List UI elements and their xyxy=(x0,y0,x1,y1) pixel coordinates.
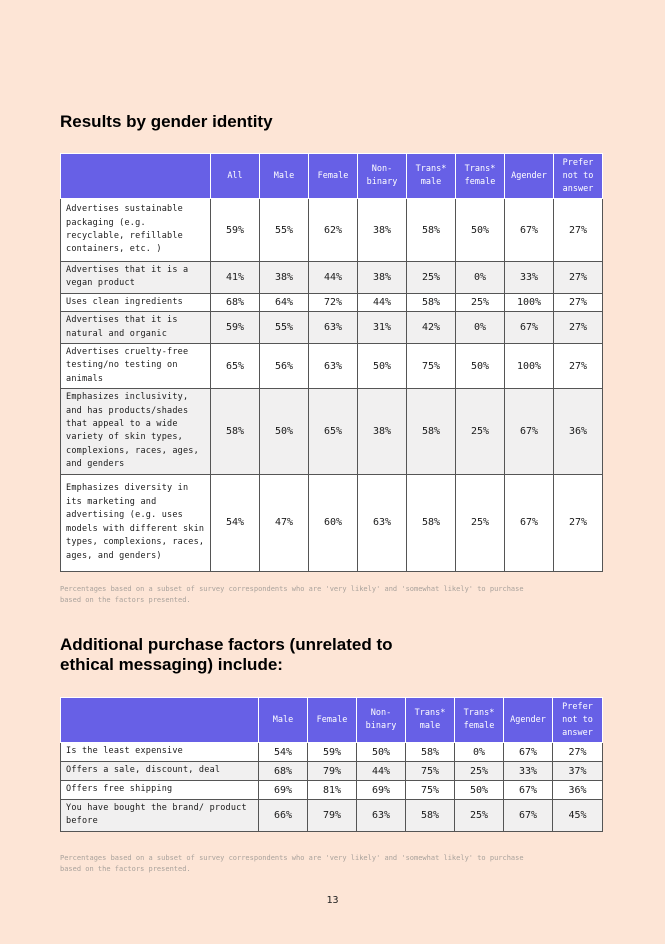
table-cell: 58% xyxy=(406,743,455,762)
row-label: Offers a sale, discount, deal xyxy=(61,762,259,781)
table-row xyxy=(61,293,603,311)
table-cell: 67% xyxy=(505,199,554,262)
header-agender: Agender xyxy=(504,698,553,743)
table-cell: 54% xyxy=(259,743,308,762)
table-cell: 27% xyxy=(554,293,603,311)
table-cell: 56% xyxy=(260,344,309,389)
table-cell: 79% xyxy=(308,762,357,781)
header-trans-male: Trans* male xyxy=(407,154,456,199)
table-cell: 59% xyxy=(211,312,260,344)
row-label: Advertises sustainable packaging (e.g. recyclable, refillable containers, etc. ) xyxy=(61,199,211,262)
row-label: Is the least expensive xyxy=(61,743,259,762)
header-trans-male: Trans* male xyxy=(406,698,455,743)
table-cell: 63% xyxy=(357,800,406,832)
table-cell: 62% xyxy=(309,199,358,262)
table-cell: 0% xyxy=(455,743,504,762)
table-row xyxy=(61,312,603,344)
table-row xyxy=(61,262,603,294)
table-cell: 67% xyxy=(505,474,554,571)
header-blank xyxy=(61,698,259,743)
table-row xyxy=(61,781,603,800)
footnote: Percentages based on a subset of survey correspondents who are 'very likely' and 'somewhat likely' to purchase based on the factors presented. xyxy=(60,854,524,873)
row-label: Advertises that it is natural and organic xyxy=(61,312,211,344)
header-agender: Agender xyxy=(505,154,554,199)
table-row xyxy=(61,199,603,262)
header-female: Female xyxy=(308,698,357,743)
header-blank xyxy=(61,154,211,199)
table-cell: 27% xyxy=(554,474,603,571)
table-cell: 47% xyxy=(260,474,309,571)
header-prefer-not: Prefer not to answer xyxy=(553,698,603,743)
header-female: Female xyxy=(309,154,358,199)
row-label: Offers free shipping xyxy=(61,781,259,800)
table-cell: 38% xyxy=(358,389,407,474)
table-cell: 100% xyxy=(505,293,554,311)
row-label: Emphasizes diversity in its marketing and advertising (e.g. uses models with different skin types, complexions, races, ages, and genders) xyxy=(61,474,211,571)
table-cell: 79% xyxy=(308,800,357,832)
table-cell: 25% xyxy=(407,262,456,294)
table-cell: 63% xyxy=(309,344,358,389)
table-cell: 67% xyxy=(505,389,554,474)
table-cell: 25% xyxy=(456,474,505,571)
table-cell: 38% xyxy=(358,262,407,294)
table-row xyxy=(61,800,603,832)
table-cell: 63% xyxy=(309,312,358,344)
table-row xyxy=(61,344,603,389)
table-cell: 44% xyxy=(357,762,406,781)
table-cell: 68% xyxy=(259,762,308,781)
table-cell: 50% xyxy=(260,389,309,474)
table-cell: 50% xyxy=(456,344,505,389)
table-cell: 27% xyxy=(554,262,603,294)
table-cell: 0% xyxy=(456,312,505,344)
section-title-additional: Additional purchase factors (unrelated to ethical messaging) include: xyxy=(60,635,393,674)
table-cell: 75% xyxy=(407,344,456,389)
table-cell: 72% xyxy=(309,293,358,311)
table-cell: 65% xyxy=(211,344,260,389)
table-cell: 50% xyxy=(357,743,406,762)
table-cell: 38% xyxy=(260,262,309,294)
table-cell: 27% xyxy=(553,743,603,762)
table-cell: 58% xyxy=(407,199,456,262)
section-title-gender: Results by gender identity xyxy=(60,112,273,131)
header-trans-female: Trans* female xyxy=(456,154,505,199)
table-cell: 55% xyxy=(260,199,309,262)
table-cell: 75% xyxy=(406,762,455,781)
table-cell: 25% xyxy=(456,293,505,311)
table-cell: 42% xyxy=(407,312,456,344)
table-cell: 31% xyxy=(358,312,407,344)
table-cell: 67% xyxy=(504,800,553,832)
table-cell: 33% xyxy=(505,262,554,294)
table-row xyxy=(61,762,603,781)
header-prefer-not: Prefer not to answer xyxy=(554,154,603,199)
table-cell: 37% xyxy=(553,762,603,781)
table-cell: 54% xyxy=(211,474,260,571)
table-cell: 64% xyxy=(260,293,309,311)
row-label: Uses clean ingredients xyxy=(61,293,211,311)
table-cell: 58% xyxy=(211,389,260,474)
header-male: Male xyxy=(259,698,308,743)
table-row xyxy=(61,389,603,474)
table-cell: 0% xyxy=(456,262,505,294)
table-cell: 50% xyxy=(456,199,505,262)
header-nonbinary: Non- binary xyxy=(358,154,407,199)
table-cell: 58% xyxy=(407,293,456,311)
header-all: All xyxy=(211,154,260,199)
table-cell: 59% xyxy=(308,743,357,762)
table-cell: 27% xyxy=(554,312,603,344)
table-cell: 75% xyxy=(406,781,455,800)
table-cell: 63% xyxy=(358,474,407,571)
header-male: Male xyxy=(260,154,309,199)
additional-factors-table xyxy=(60,697,603,832)
header-trans-female: Trans* female xyxy=(455,698,504,743)
table-cell: 25% xyxy=(456,389,505,474)
table-cell: 58% xyxy=(407,474,456,571)
table-cell: 45% xyxy=(553,800,603,832)
header-nonbinary: Non- binary xyxy=(357,698,406,743)
table-cell: 67% xyxy=(504,743,553,762)
table-cell: 60% xyxy=(309,474,358,571)
table-cell: 100% xyxy=(505,344,554,389)
row-label: Emphasizes inclusivity, and has products/shades that appeal to a wide variety of skin types, complexions, races, ages, and genders xyxy=(61,389,211,474)
table-cell: 50% xyxy=(455,781,504,800)
table-cell: 36% xyxy=(554,389,603,474)
table-cell: 81% xyxy=(308,781,357,800)
table-row xyxy=(61,474,603,571)
table-cell: 58% xyxy=(407,389,456,474)
table-cell: 59% xyxy=(211,199,260,262)
page-number: 13 xyxy=(326,895,339,906)
table-cell: 50% xyxy=(358,344,407,389)
row-label: Advertises cruelty-free testing/no testing on animals xyxy=(61,344,211,389)
row-label: You have bought the brand/ product before xyxy=(61,800,259,832)
table-cell: 69% xyxy=(357,781,406,800)
table-cell: 58% xyxy=(406,800,455,832)
table-cell: 41% xyxy=(211,262,260,294)
table-cell: 67% xyxy=(505,312,554,344)
table-cell: 27% xyxy=(554,344,603,389)
footnote: Percentages based on a subset of survey correspondents who are 'very likely' and 'somewhat likely' to purchase based on the factors presented. xyxy=(60,585,524,604)
row-label: Advertises that it is a vegan product xyxy=(61,262,211,294)
table-cell: 66% xyxy=(259,800,308,832)
table-cell: 65% xyxy=(309,389,358,474)
table-cell: 25% xyxy=(455,762,504,781)
table-cell: 44% xyxy=(358,293,407,311)
table-cell: 33% xyxy=(504,762,553,781)
table-cell: 38% xyxy=(358,199,407,262)
table-cell: 68% xyxy=(211,293,260,311)
table-cell: 55% xyxy=(260,312,309,344)
table-cell: 36% xyxy=(553,781,603,800)
table-cell: 25% xyxy=(455,800,504,832)
table-cell: 69% xyxy=(259,781,308,800)
table-cell: 67% xyxy=(504,781,553,800)
table-cell: 27% xyxy=(554,199,603,262)
table-row xyxy=(61,743,603,762)
table-cell: 44% xyxy=(309,262,358,294)
gender-results-table xyxy=(60,153,603,572)
